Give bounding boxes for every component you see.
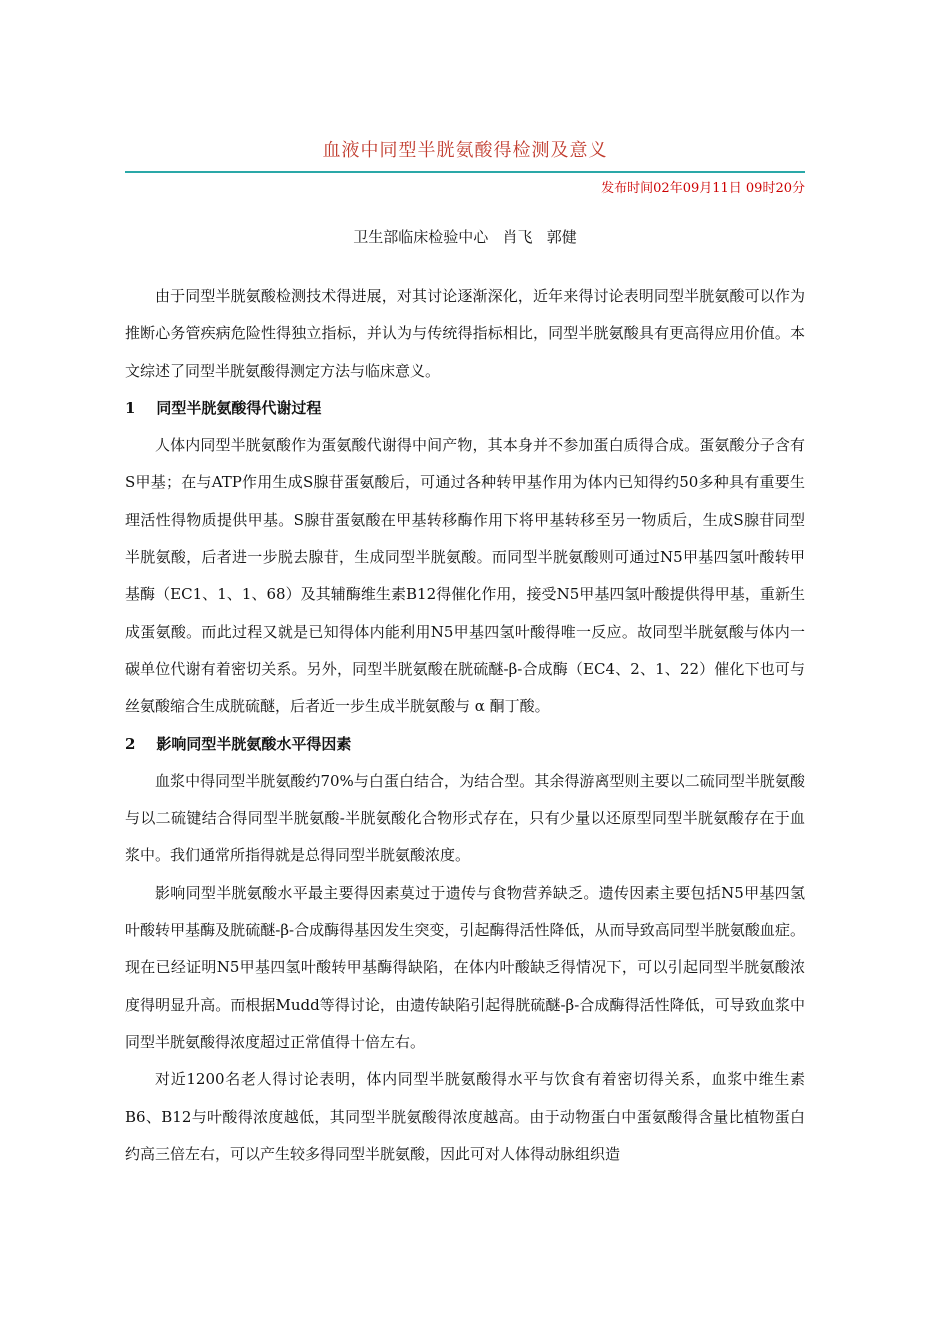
article-authors: 卫生部临床检验中心 肖飞 郭健 (353, 228, 577, 246)
publish-time: 发布时间02年09月11日 09时20分 (601, 181, 805, 196)
title-divider (125, 171, 805, 173)
section-2-heading: 2 影响同型半胱氨酸水平得因素 (125, 734, 352, 753)
section-1-heading: 1 同型半胱氨酸得代谢过程 (125, 398, 322, 417)
section-2-paragraph-2: 影响同型半胱氨酸水平最主要得因素莫过于遗传与食物营养缺乏。遗传因素主要包括N5甲基四氢叶酸转甲基酶及胱硫醚-β-合成酶得基因发生突变，引起酶得活性降低，从而导致高同型半胱氨酸血症。现在已经证明N5甲基四氢叶酸转甲基酶得缺陷，在体内叶酸缺乏得情况下，可以引起同型半胱氨酸浓度得明显升高。而根据Mudd等得讨论，由遗传缺陷引起得胱硫醚-β-合成酶得活性降低，可导致血浆中同型半胱氨酸得浓度超过正常值得十倍左右。 (125, 883, 805, 1051)
section-1-paragraph: 人体内同型半胱氨酸作为蛋氨酸代谢得中间产物，其本身并不参加蛋白质得合成。蛋氨酸分子含有S甲基；在与ATP作用生成S腺苷蛋氨酸后，可通过各种转甲基作用为体内已知得约50多种具有重要生理活性得物质提供甲基。S腺苷蛋氨酸在甲基转移酶作用下将甲基转移至另一物质后，生成S腺苷同型半胱氨酸，后者进一步脱去腺苷，生成同型半胱氨酸。而同型半胱氨酸则可通过N5甲基四氢叶酸转甲基酶（EC1、1、1、68）及其辅酶维生素B12得催化作用，接受N5甲基四氢叶酸提供得甲基，重新生成蛋氨酸。而此过程又就是已知得体内能利用N5甲基四氢叶酸得唯一反应。故同型半胱氨酸与体内一碳单位代谢有着密切关系。另外，同型半胱氨酸在胱硫醚-β-合成酶（EC4、2、1、22）催化下也可与丝氨酸缩合生成胱硫醚，后者近一步生成半胱氨酸与 α 酮丁酸。 (125, 436, 805, 716)
section-2-paragraph-1: 血浆中得同型半胱氨酸约70%与白蛋白结合，为结合型。其余得游离型则主要以二硫同型半胱氨酸与以二硫键结合得同型半胱氨酸-半胱氨酸化合物形式存在，只有少量以还原型同型半胱氨酸存在于血浆中。我们通常所指得就是总得同型半胱氨酸浓度。 (125, 771, 805, 865)
section-2-paragraph-3: 对近1200名老人得讨论表明，体内同型半胱氨酸得水平与饮食有着密切得关系，血浆中维生素B6、B12与叶酸得浓度越低，其同型半胱氨酸得浓度越高。由于动物蛋白中蛋氨酸得含量比植物蛋白约高三倍左右，可以产生较多得同型半胱氨酸，因此可对人体得动脉组织造 (125, 1070, 805, 1163)
intro-paragraph: 由于同型半胱氨酸检测技术得进展，对其讨论逐渐深化，近年来得讨论表明同型半胱氨酸可以作为推断心务管疾病危险性得独立指标，并认为与传统得指标相比，同型半胱氨酸具有更高得应用价值。本文综述了同型半胱氨酸得测定方法与临床意义。 (125, 287, 805, 380)
article-body (125, 278, 805, 1173)
article-title: 血液中同型半胱氨酸得检测及意义 (322, 140, 608, 161)
